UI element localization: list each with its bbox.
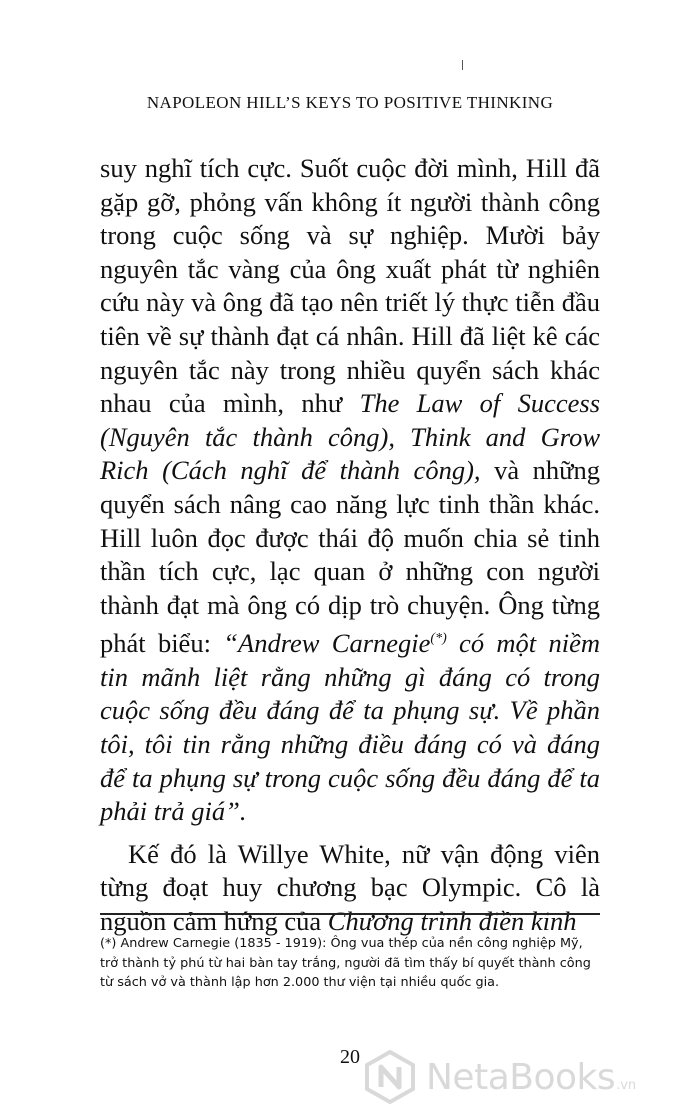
footnote-divider <box>100 913 600 915</box>
carnegie-quote-end: có một niềm tin mãnh liệt rằng những gì đáng có trong cuộc sống đều đáng để ta phụng sự. Về phần tôi, tôi tin rằng những điều đáng có và đáng để ta phụng sự trong cuộc sống đều đáng để ta phải trả giá”. <box>100 628 600 827</box>
paragraph-1-text-b: và những quyển sách nâng cao năng lực tinh thần khác. Hill luôn đọc được thái độ muốn chia sẻ tinh thần tích cực, lạc quan ở những con người thành đạt mà ông có dịp trò chuyện. Ông từng phát biểu: <box>100 455 601 659</box>
netabooks-logo-icon <box>362 1049 418 1105</box>
paragraph-1-text-a: suy nghĩ tích cực. Suốt cuộc đời mình, Hill đã gặp gỡ, phỏng vấn không ít người thành công trong cuộc sống và sự nghiệp. Mười bảy nguyên tắc vàng của ông xuất phát từ nghiên cứu này và ông đã tạo nên triết lý thực tiễn đầu tiên về sự thành đạt cá nhân. Hill đã liệt kê các nguyên tắc này trong nhiều quyển sách khác nhau của mình, như <box>100 153 600 419</box>
footnote-carnegie: (*) Andrew Carnegie (1835 - 1919): Ông vua thép của nền công nghiệp Mỹ, trở thành tỷ phú từ hai bàn tay trắng, người đã tìm thấy bí quyết thành công từ sách vở và thành lập hơn 2.000 thư viện tại nhiều quốc gia. <box>100 936 591 990</box>
watermark-tld: .vn <box>616 1078 637 1093</box>
paragraph-1 <box>100 152 600 829</box>
program-title: Chương trình điền kinh <box>327 905 577 936</box>
footnotes <box>100 934 600 993</box>
watermark <box>362 1047 636 1107</box>
running-head: NAPOLEON HILL’S KEYS TO POSITIVE THINKING <box>146 93 554 112</box>
printer-mark <box>462 60 463 70</box>
paragraph-2-text: Kế đó là Willye White, nữ vận động viên từng đoạt huy chương bạc Olympic. Cô là nguồn cảm hứng của <box>100 838 600 936</box>
watermark-brand: NetaBooks <box>426 1056 616 1098</box>
book-titles: The Law of Success (Nguyên tắc thành công), Think and Grow Rich (Cách nghĩ để thành công), <box>100 388 601 486</box>
footnote-marker: (*) <box>430 631 447 647</box>
carnegie-quote-start: “Andrew Carnegie <box>223 628 431 659</box>
body-text <box>100 152 600 938</box>
paragraph-2 <box>100 838 600 939</box>
page-number: 20 <box>340 1046 360 1068</box>
